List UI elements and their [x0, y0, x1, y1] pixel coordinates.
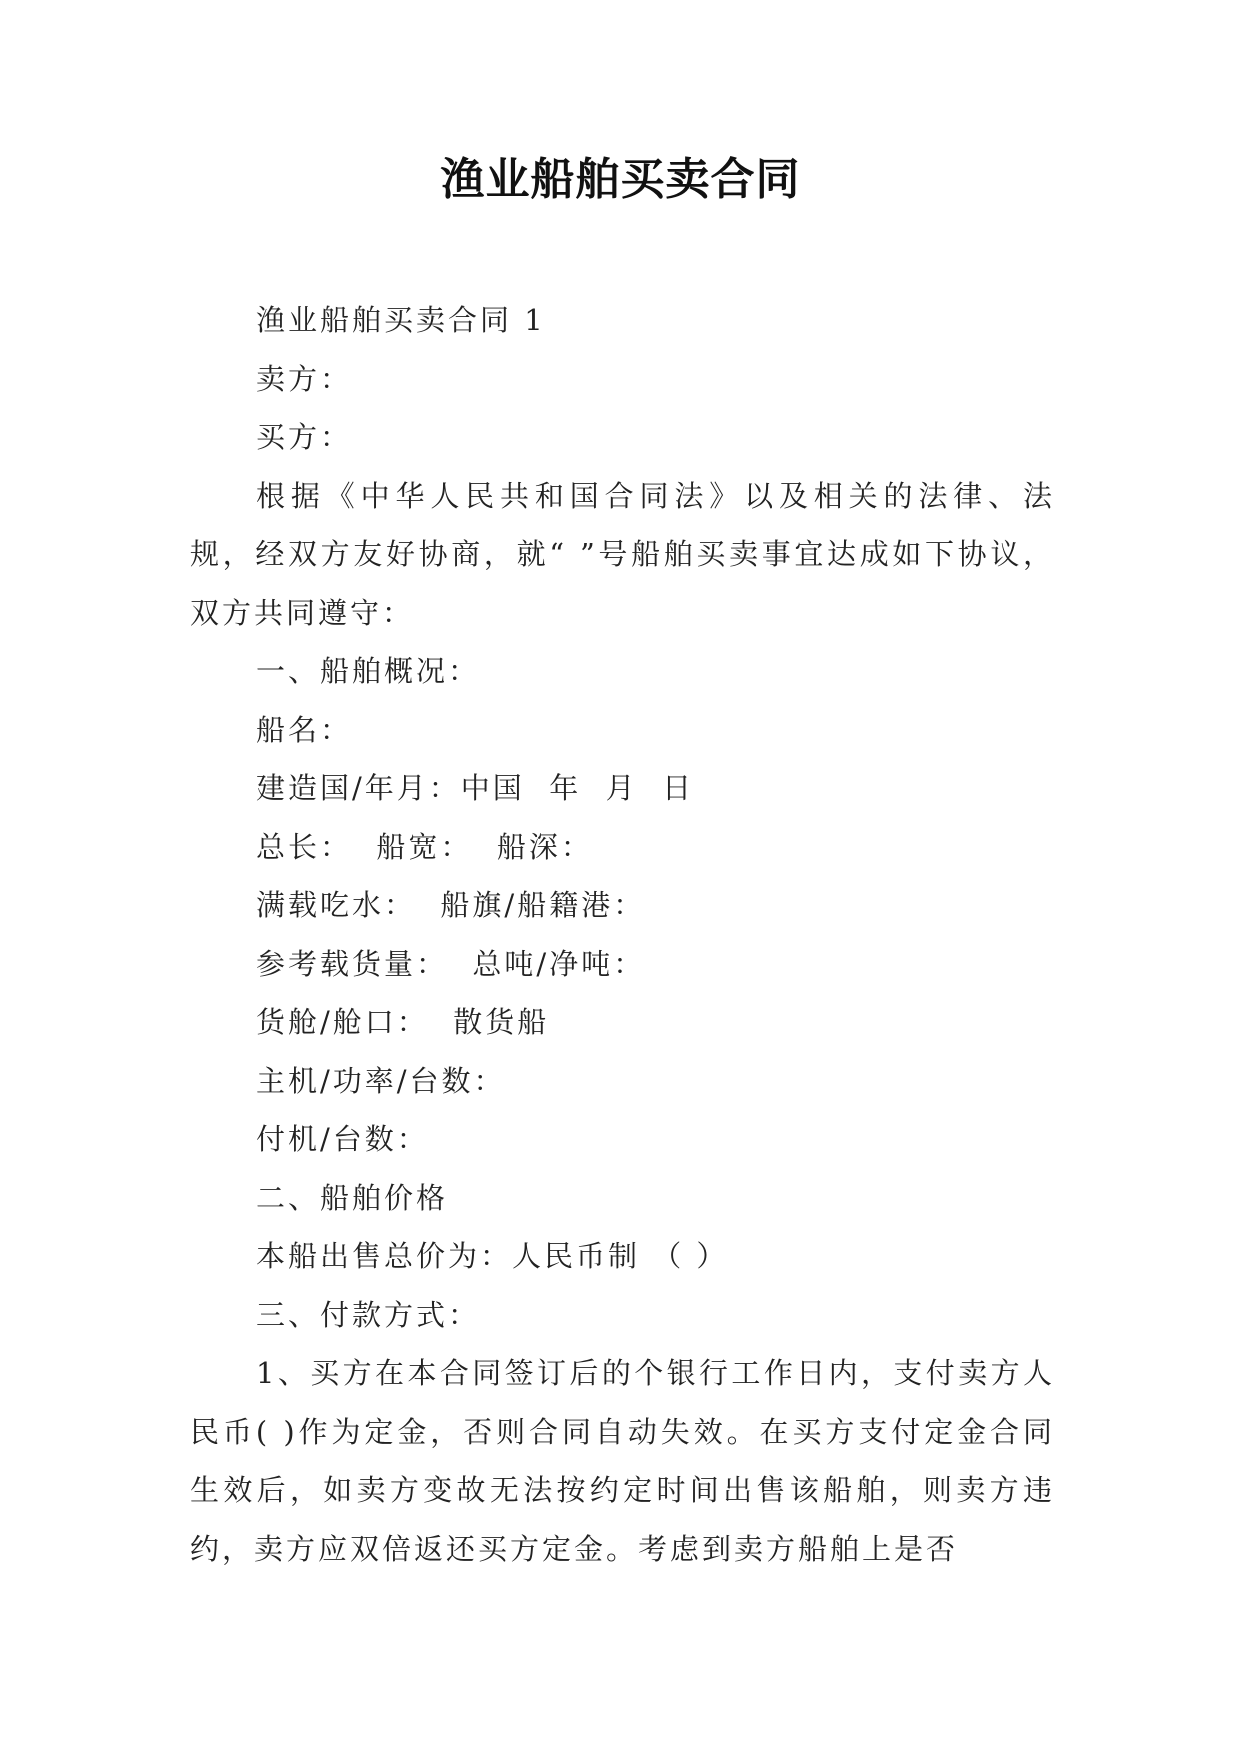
total-price-field: 本船出售总价为：人民币制 （ ） [256, 1239, 729, 1273]
section-heading-payment: 三、付款方式： [256, 1297, 481, 1332]
section-heading-price: 二、船舶价格 [256, 1180, 449, 1215]
capacity-tonnage-field: 参考载货量： 总吨/净吨： [256, 946, 646, 981]
preamble-paragraph: 根据《中华人民共和国合同法》以及相关的法律、法规，经双方友好协商，就“ ”号船舶买卖事宜达成如下协议，双方共同遵守： [190, 478, 1055, 630]
payment-clause-1: 1、买方在本合同签订后的个银行工作日内，支付卖方人民币( )作为定金，否则合同自动失效。在买方支付定金合同生效后，如卖方变故无法按约定时间出售该船舶，则卖方违约，卖方应双倍返还买方定金。考虑到卖方船舶上是否 [190, 1356, 1055, 1566]
buyer-field: 买方： [256, 420, 353, 454]
build-country-date-field: 建造国/年月：中国 年 月 日 [256, 771, 695, 805]
dimensions-field: 总长： 船宽： 船深： [256, 829, 593, 864]
cargo-hold-field: 货舱/舱口： 散货船 [256, 1005, 550, 1039]
section-heading-vessel-overview: 一、船舶概况： [256, 654, 481, 688]
auxiliary-engine-field: 付机/台数： [256, 1122, 429, 1156]
draft-flag-field: 满载吃水： 船旗/船籍港： [256, 888, 646, 922]
vessel-name-field: 船名： [256, 712, 353, 747]
seller-field: 卖方： [256, 361, 353, 396]
contract-subtitle: 渔业船舶买卖合同 1 [256, 303, 546, 337]
document-title: 渔业船舶买卖合同 [440, 154, 801, 205]
document-body [190, 291, 1055, 1578]
main-engine-field: 主机/功率/台数： [256, 1063, 506, 1098]
